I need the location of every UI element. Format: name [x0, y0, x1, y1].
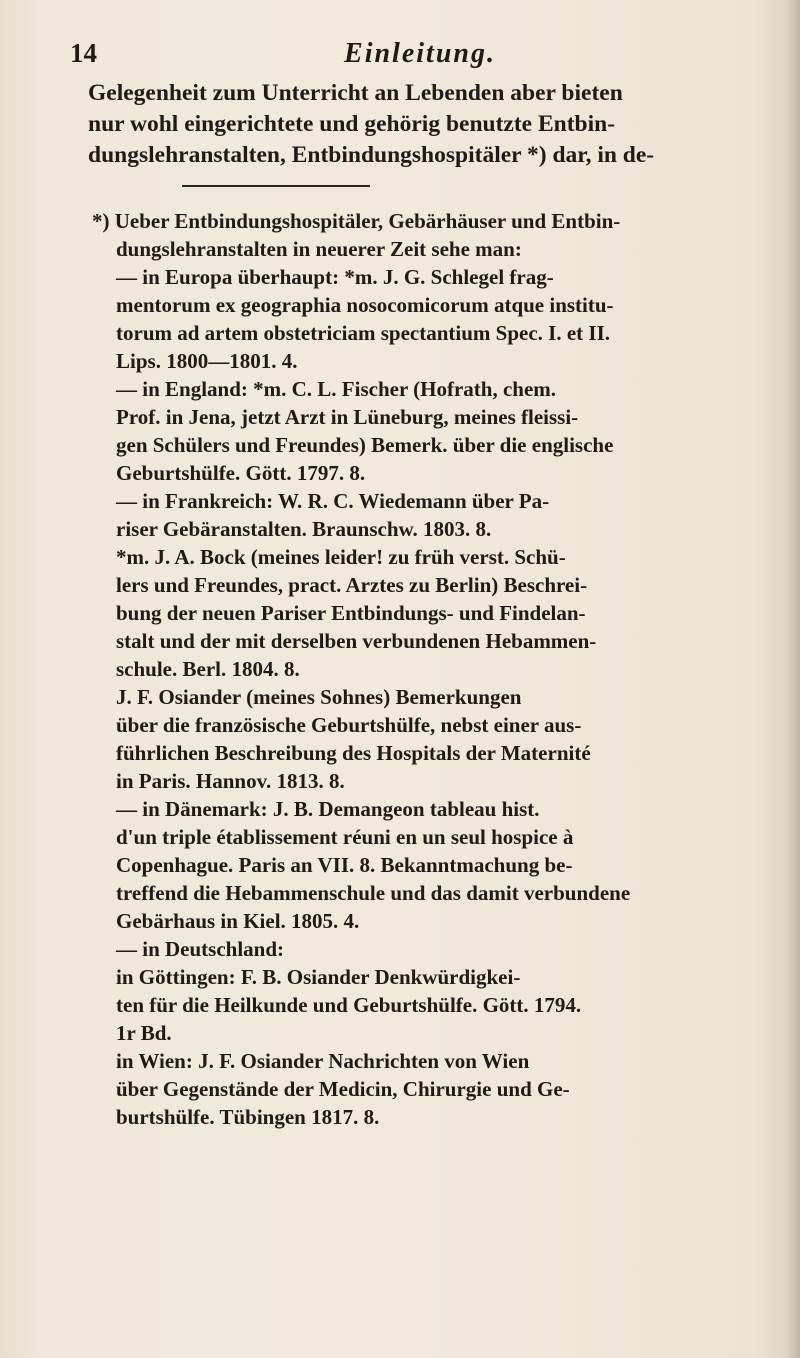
footnote-line: Copenhague. Paris an VII. 8. Bekanntmachung be-	[116, 853, 573, 877]
footnote-line: *m. J. A. Bock (meines leider! zu früh verst. Schü-	[116, 545, 566, 569]
footnote-line: d'un triple établissement réuni en un seul hospice à	[116, 825, 574, 849]
footnote-line: bung der neuen Pariser Entbindungs- und Findelan-	[116, 601, 586, 625]
footnote-line: 1r Bd.	[116, 1021, 172, 1045]
footnote-line: ten für die Heilkunde und Geburtshülfe. Gött. 1794.	[116, 993, 582, 1017]
footnote-line: in Wien: J. F. Osiander Nachrichten von Wien	[116, 1049, 530, 1073]
footnote-line: dungslehranstalten in neuerer Zeit sehe man:	[116, 237, 522, 261]
footnote-line: Geburtshülfe. Gött. 1797. 8.	[116, 461, 366, 485]
page-edge-shadow	[786, 0, 800, 1358]
footnote-line: Gebärhaus in Kiel. 1805. 4.	[116, 909, 360, 933]
footnote-line: treffend die Hebammenschule und das damit verbundene	[116, 881, 631, 905]
footnote-line: gen Schülers und Freundes) Bemerk. über die englische	[116, 433, 614, 457]
footnote-line: burtshülfe. Tübingen 1817. 8.	[116, 1105, 380, 1129]
footnote-line: lers und Freundes, pract. Arztes zu Berlin) Beschrei-	[116, 573, 588, 597]
footnote-divider	[182, 185, 370, 187]
body-line: nur wohl eingerichtete und gehörig benutzte Entbin-	[88, 111, 616, 137]
main-paragraph	[88, 78, 768, 171]
footnote	[92, 207, 772, 1131]
footnote-line: — in England: *m. C. L. Fischer (Hofrath, chem.	[116, 377, 557, 401]
footnote-line: torum ad artem obstetriciam spectantium Spec. I. et II.	[116, 321, 611, 345]
footnote-line: — in Frankreich: W. R. C. Wiedemann über Pa-	[116, 489, 550, 513]
footnote-line: mentorum ex geographia nosocomicorum atque institu-	[116, 293, 614, 317]
page-number: 14	[70, 38, 97, 68]
footnote-line: über Gegenstände der Medicin, Chirurgie und Ge-	[116, 1077, 570, 1101]
footnote-line: stalt und der mit derselben verbundenen Hebammen-	[116, 629, 597, 653]
footnote-line: schule. Berl. 1804. 8.	[116, 657, 300, 681]
footnote-line: in Paris. Hannov. 1813. 8.	[116, 769, 345, 793]
footnote-line: in Göttingen: F. B. Osiander Denkwürdigkei-	[116, 965, 521, 989]
footnote-line: riser Gebäranstalten. Braunschw. 1803. 8.	[116, 517, 492, 541]
page-header	[70, 38, 770, 78]
footnote-line: *) Ueber Entbindungshospitäler, Gebärhäuser und Entbin-	[92, 209, 621, 233]
footnote-line: Lips. 1800—1801. 4.	[116, 349, 298, 373]
footnote-line: — in Europa überhaupt: *m. J. G. Schlegel frag-	[116, 265, 554, 289]
footnote-line: Prof. in Jena, jetzt Arzt in Lüneburg, meines fleissi-	[116, 405, 579, 429]
body-line: Gelegenheit zum Unterricht an Lebenden aber bieten	[88, 80, 623, 106]
footnote-line: — in Dänemark: J. B. Demangeon tableau hist.	[116, 797, 540, 821]
footnote-line: über die französische Geburtshülfe, nebst einer aus-	[116, 713, 582, 737]
body-line: dungslehranstalten, Entbindungshospitäler *) dar, in de-	[88, 142, 655, 168]
footnote-line: J. F. Osiander (meines Sohnes) Bemerkungen	[116, 685, 522, 709]
footnote-line: — in Deutschland:	[116, 937, 285, 961]
running-title: Einleitung.	[344, 38, 496, 69]
footnote-line: führlichen Beschreibung des Hospitals der Maternité	[116, 741, 591, 765]
